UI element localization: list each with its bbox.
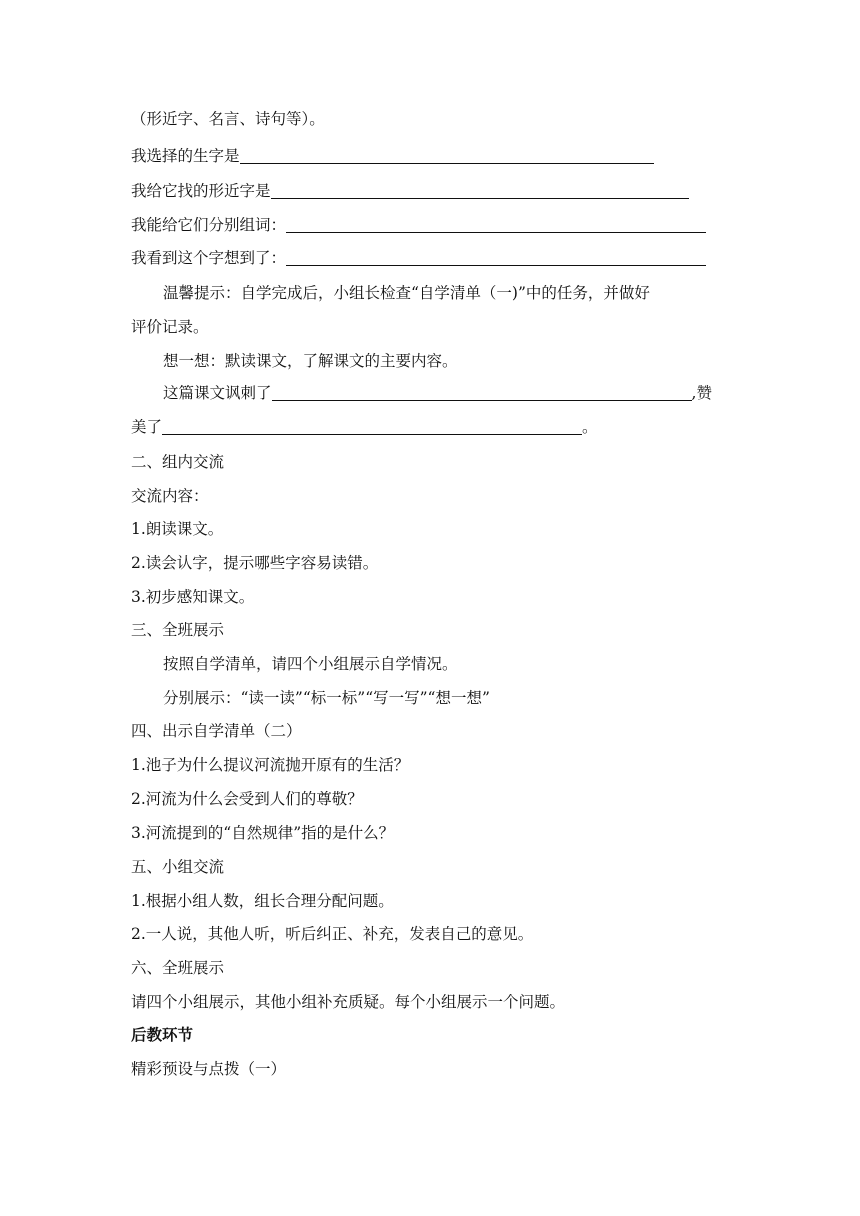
line-preset-guidance <box>131 1058 286 1080</box>
chosen-char-blank[interactable] <box>240 147 654 164</box>
list-item <box>131 552 378 574</box>
praise-label: ,赞 <box>691 384 712 402</box>
thoughts-label: 我看到这个字想到了： <box>131 249 287 267</box>
line-show-separate <box>163 687 490 709</box>
praise-blank[interactable] <box>162 418 582 435</box>
think-text: 想一想：默读课文，了解课文的主要内容。 <box>163 352 458 370</box>
heading-class-show-2 <box>131 957 224 979</box>
line-praise <box>131 416 598 438</box>
list-item-text: 3.初步感知课文。 <box>131 588 255 606</box>
heading-text: 三、全班展示 <box>131 621 225 639</box>
line-exchange-content <box>131 485 209 507</box>
tip-text-cont: 评价记录。 <box>131 318 209 336</box>
words-blank[interactable] <box>286 216 706 233</box>
line-thoughts <box>131 247 706 269</box>
list-item <box>131 923 533 945</box>
satirize-label: 这篇课文讽刺了 <box>163 384 272 402</box>
paragraph-text: 按照自学清单，请四个小组展示自学情况。 <box>163 655 458 673</box>
paragraph-text: 交流内容： <box>131 487 209 505</box>
heading-group-exchange <box>131 451 224 473</box>
list-item-text: 1.根据小组人数，组长合理分配问题。 <box>131 892 394 910</box>
heading-text: 五、小组交流 <box>131 858 225 876</box>
paragraph-text: 分别展示：“读一读”“标一标”“写一写”“想一想” <box>163 689 490 707</box>
line-note <box>131 108 325 130</box>
heading-text: 四、出示自学清单（二） <box>131 722 302 740</box>
praise-label-cont: 美了 <box>131 418 163 436</box>
line-tip <box>163 282 650 304</box>
list-item-text: 3.河流提到的“自然规律”指的是什么？ <box>131 824 395 842</box>
line-satirize <box>163 382 712 404</box>
heading-text: 六、全班展示 <box>131 959 225 977</box>
list-item-text: 2.一人说，其他人听，听后纠正、补充，发表自己的意见。 <box>131 925 534 943</box>
heading-text: 二、组内交流 <box>131 453 225 471</box>
list-item-text: 2.河流为什么会受到人们的尊敬？ <box>131 790 363 808</box>
satirize-blank[interactable] <box>272 384 692 401</box>
heading-small-group <box>131 856 224 878</box>
heading-text: 后教环节 <box>131 1026 194 1044</box>
list-item <box>131 788 363 810</box>
list-item <box>131 586 254 608</box>
line-think <box>163 350 458 372</box>
similar-char-blank[interactable] <box>271 182 689 199</box>
list-item-text: 2.读会认字，提示哪些字容易读错。 <box>131 554 379 572</box>
thoughts-blank[interactable] <box>286 249 706 266</box>
list-item-text: 1.朗读课文。 <box>131 520 224 538</box>
list-item <box>131 754 409 776</box>
tip-text: 温馨提示：自学完成后，小组长检查“自学清单（一)”中的任务，并做好 <box>163 284 650 302</box>
paragraph-text: 请四个小组展示，其他小组补充质疑。每个小组展示一个问题。 <box>131 993 566 1011</box>
line-show-instruction <box>163 653 458 675</box>
line-words <box>131 214 706 236</box>
similar-char-label: 我给它找的形近字是 <box>131 182 271 200</box>
list-item <box>131 822 394 844</box>
paragraph-text: 精彩预设与点拨（一） <box>131 1060 287 1078</box>
period: 。 <box>582 418 598 436</box>
chosen-char-label: 我选择的生字是 <box>131 147 240 165</box>
line-similar-char <box>131 180 689 202</box>
heading-self-study-list-2 <box>131 720 302 742</box>
line-show-questions <box>131 991 565 1013</box>
line-chosen-char <box>131 145 654 167</box>
heading-post-teaching <box>131 1024 193 1046</box>
line-tip-cont <box>131 316 209 338</box>
list-item <box>131 518 223 540</box>
list-item <box>131 890 394 912</box>
heading-class-show <box>131 619 224 641</box>
words-label: 我能给它们分别组词： <box>131 216 287 234</box>
note-text: （形近字、名言、诗句等）。 <box>131 110 325 128</box>
list-item-text: 1.池子为什么提议河流抛开原有的生活？ <box>131 756 410 774</box>
